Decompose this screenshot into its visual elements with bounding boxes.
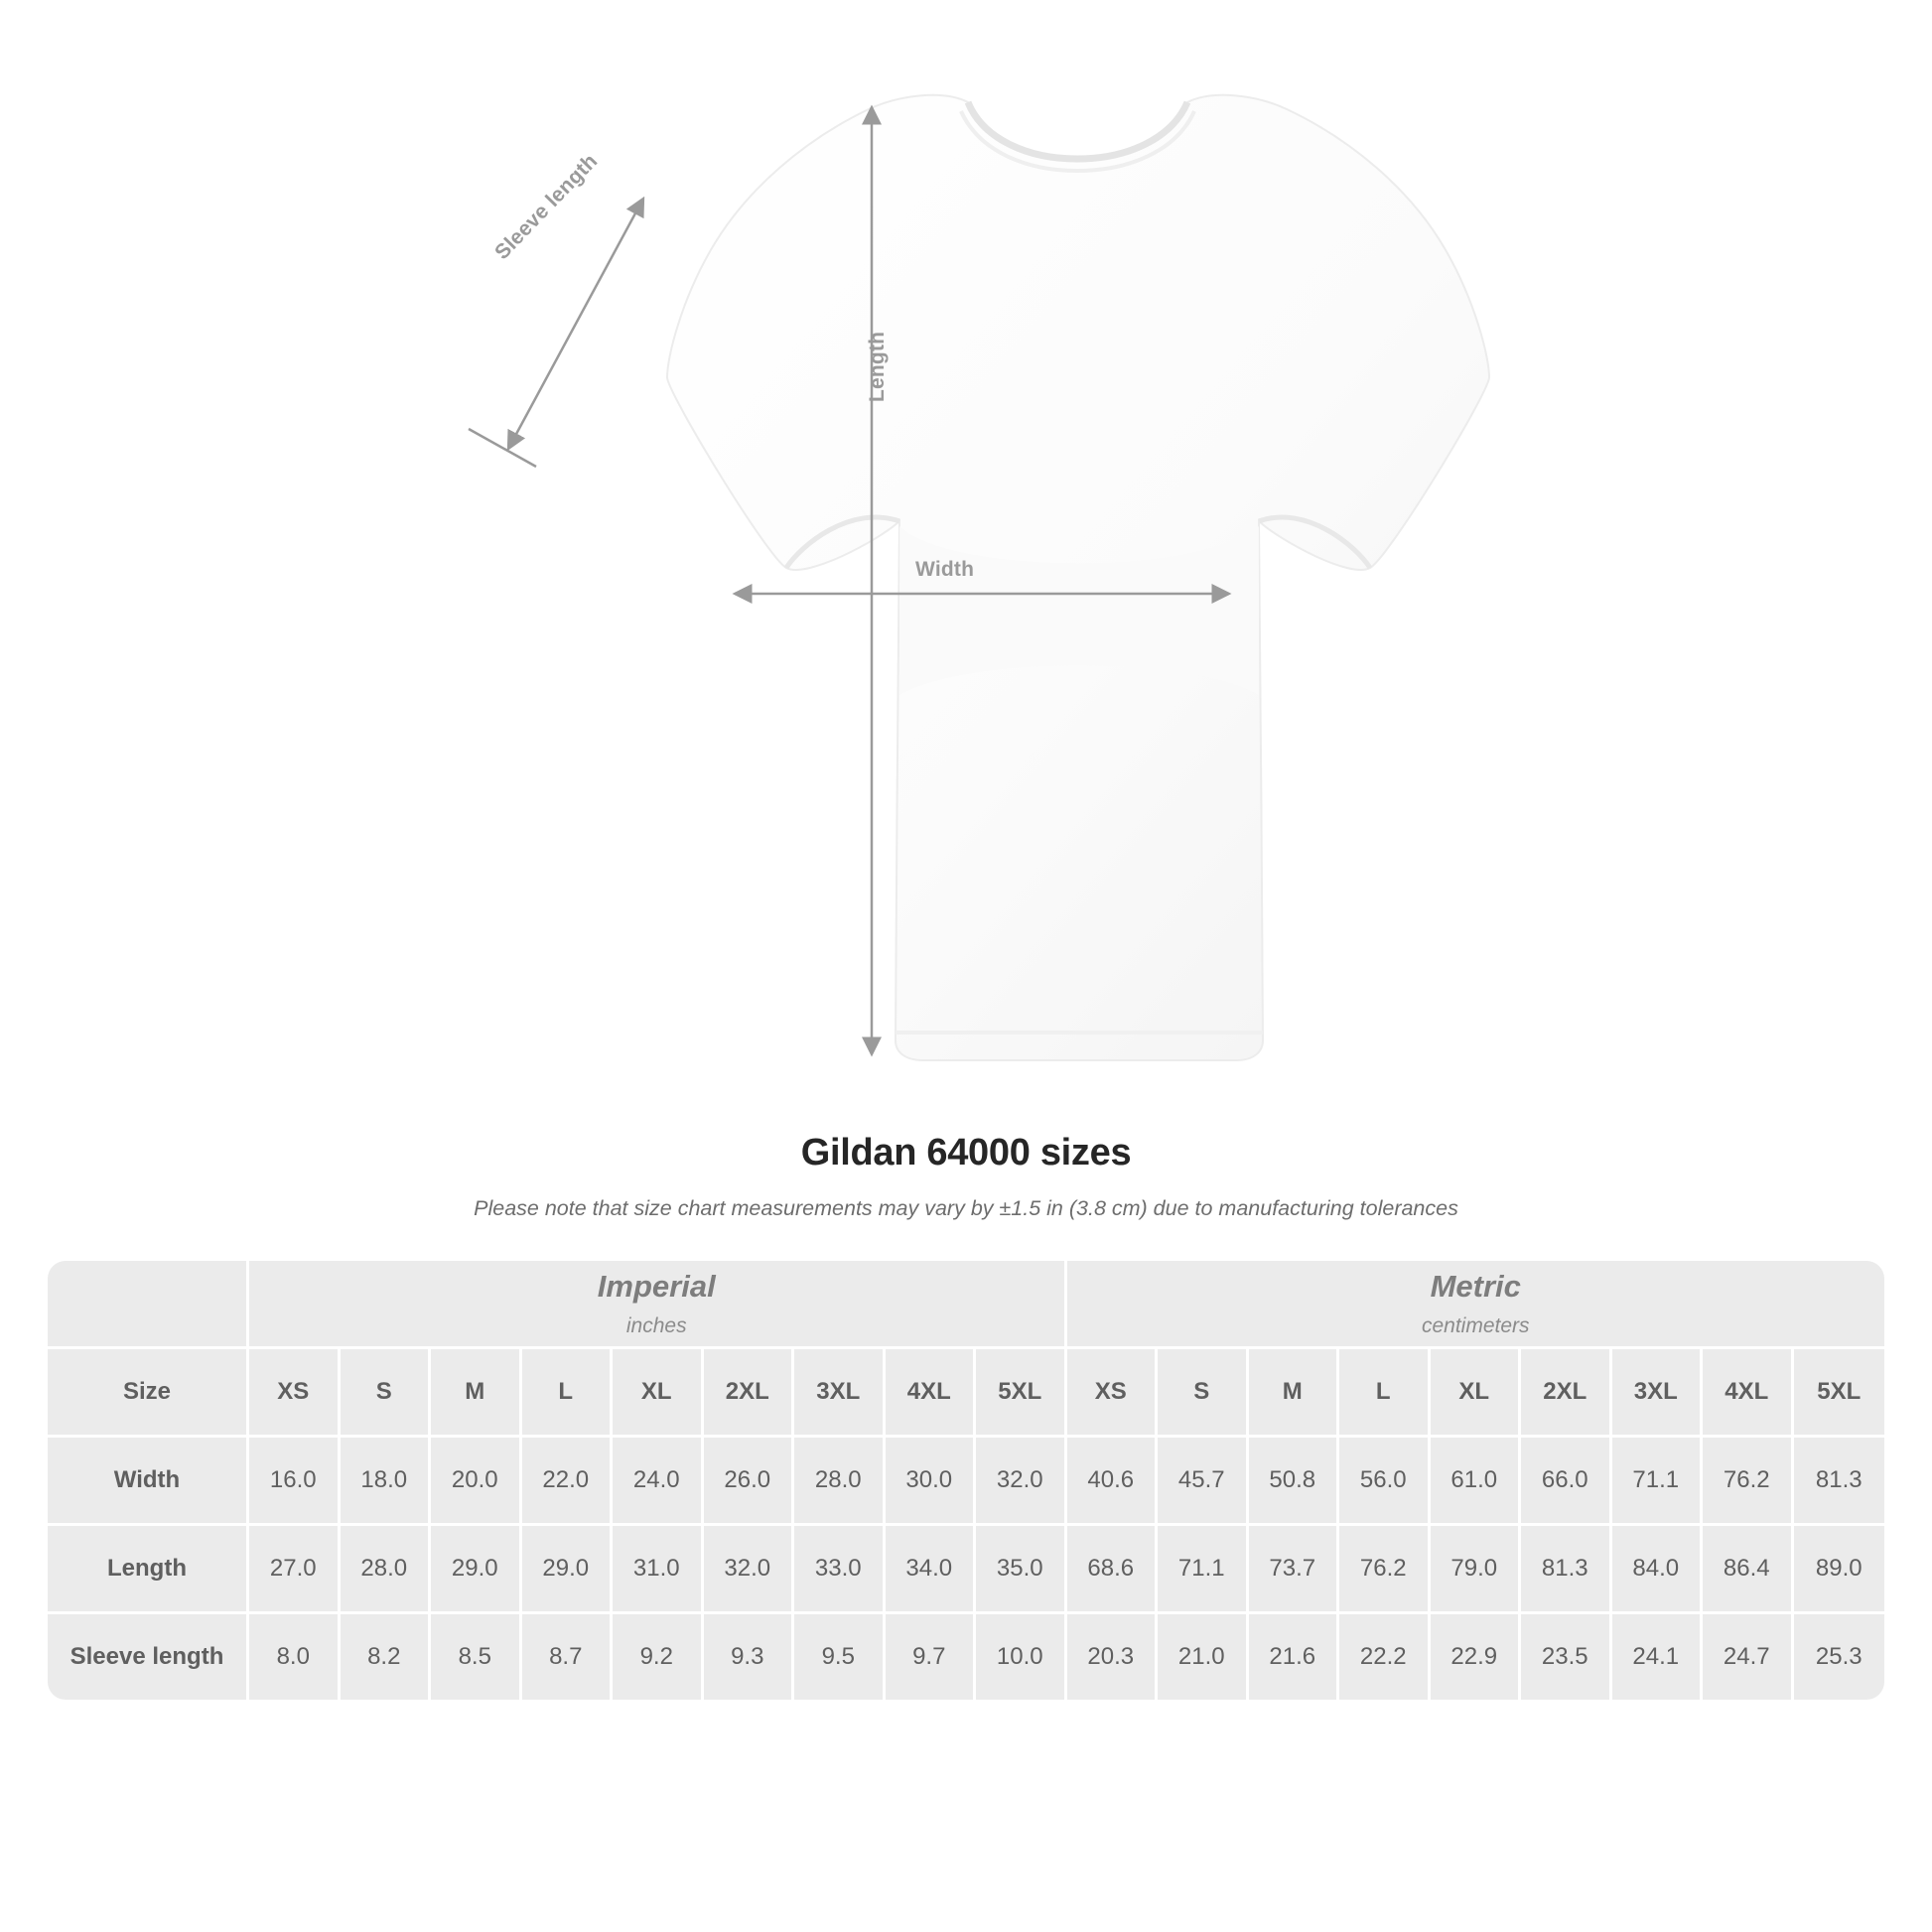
size-header-imperial-3xl: 3XL: [794, 1349, 886, 1438]
table-cell: 71.1: [1158, 1526, 1249, 1614]
width-label: Width: [915, 558, 975, 581]
size-header-imperial-2xl: 2XL: [704, 1349, 795, 1438]
table-cell: 66.0: [1521, 1438, 1612, 1526]
table-units-row: [48, 1261, 1884, 1349]
size-header-imperial-m: M: [431, 1349, 522, 1438]
table-cell: 9.2: [613, 1614, 704, 1700]
table-cell: 10.0: [976, 1614, 1067, 1700]
size-header-imperial-xs: XS: [249, 1349, 341, 1438]
table-cell: 86.4: [1703, 1526, 1794, 1614]
size-header-metric-l: L: [1339, 1349, 1431, 1438]
table-cell: 20.3: [1067, 1614, 1159, 1700]
table-cell: 28.0: [341, 1526, 432, 1614]
table-row: [48, 1614, 1884, 1700]
table-cell: 45.7: [1158, 1438, 1249, 1526]
unit-name: Imperial: [597, 1269, 716, 1304]
sleeve-length-label: Sleeve length: [490, 149, 603, 264]
length-label: Length: [866, 331, 889, 402]
table-cell: 73.7: [1249, 1526, 1340, 1614]
table-cell: 24.7: [1703, 1614, 1794, 1700]
size-header-metric-2xl: 2XL: [1521, 1349, 1612, 1438]
table-cell: 34.0: [886, 1526, 977, 1614]
table-cell: 29.0: [522, 1526, 614, 1614]
size-header-metric-5xl: 5XL: [1794, 1349, 1885, 1438]
sleeve-length-dimension-line: [469, 199, 643, 467]
table-cell: 27.0: [249, 1526, 341, 1614]
unit-header-metric: [1067, 1261, 1885, 1349]
table-corner-cell: [48, 1261, 249, 1349]
size-header-metric-m: M: [1249, 1349, 1340, 1438]
page-title: Gildan 64000 sizes: [800, 1132, 1132, 1173]
table-cell: 25.3: [1794, 1614, 1885, 1700]
table-cell: 21.6: [1249, 1614, 1340, 1700]
table-cell: 22.9: [1431, 1614, 1522, 1700]
size-table: [48, 1261, 1884, 1700]
title-block: [0, 1132, 1932, 1221]
table-cell: 16.0: [249, 1438, 341, 1526]
table-cell: 89.0: [1794, 1526, 1885, 1614]
table-cell: 32.0: [704, 1526, 795, 1614]
table-cell: 30.0: [886, 1438, 977, 1526]
table-cell: 33.0: [794, 1526, 886, 1614]
table-cell: 84.0: [1612, 1526, 1704, 1614]
size-header-metric-3xl: 3XL: [1612, 1349, 1704, 1438]
table-row: [48, 1526, 1884, 1614]
size-header-cell: Size: [48, 1349, 249, 1438]
table-row: [48, 1438, 1884, 1526]
table-cell: 50.8: [1249, 1438, 1340, 1526]
table-cell: 8.0: [249, 1614, 341, 1700]
size-header-imperial-4xl: 4XL: [886, 1349, 977, 1438]
table-cell: 26.0: [704, 1438, 795, 1526]
unit-subtitle: inches: [625, 1313, 687, 1337]
row-label: Sleeve length: [48, 1614, 249, 1700]
table-cell: 40.6: [1067, 1438, 1159, 1526]
table-cell: 35.0: [976, 1526, 1067, 1614]
table-cell: 22.0: [522, 1438, 614, 1526]
table-cell: 18.0: [341, 1438, 432, 1526]
table-cell: 28.0: [794, 1438, 886, 1526]
table-cell: 79.0: [1431, 1526, 1522, 1614]
table-cell: 61.0: [1431, 1438, 1522, 1526]
size-header-imperial-l: L: [522, 1349, 614, 1438]
table-cell: 31.0: [613, 1526, 704, 1614]
table-header-row: [48, 1349, 1884, 1438]
table-cell: 8.7: [522, 1614, 614, 1700]
table-cell: 9.7: [886, 1614, 977, 1700]
size-header-metric-xl: XL: [1431, 1349, 1522, 1438]
row-label: Width: [48, 1438, 249, 1526]
size-table-wrapper: [48, 1261, 1884, 1700]
table-cell: 24.1: [1612, 1614, 1704, 1700]
tolerance-note: Please note that size chart measurements may vary by ±1.5 in (3.8 cm) due to manufacturing tolerances: [474, 1196, 1458, 1220]
unit-subtitle: centimeters: [1421, 1313, 1530, 1337]
table-cell: 81.3: [1794, 1438, 1885, 1526]
table-cell: 8.2: [341, 1614, 432, 1700]
table-cell: 8.5: [431, 1614, 522, 1700]
table-cell: 22.2: [1339, 1614, 1431, 1700]
table-cell: 9.5: [794, 1614, 886, 1700]
unit-header-imperial: [249, 1261, 1067, 1349]
row-label: Length: [48, 1526, 249, 1614]
table-cell: 81.3: [1521, 1526, 1612, 1614]
size-header-imperial-xl: XL: [613, 1349, 704, 1438]
size-header-imperial-s: S: [341, 1349, 432, 1438]
table-cell: 21.0: [1158, 1614, 1249, 1700]
table-cell: 71.1: [1612, 1438, 1704, 1526]
table-cell: 29.0: [431, 1526, 522, 1614]
tshirt-shape: [667, 95, 1489, 1060]
table-cell: 23.5: [1521, 1614, 1612, 1700]
table-cell: 32.0: [976, 1438, 1067, 1526]
table-cell: 76.2: [1703, 1438, 1794, 1526]
table-cell: 24.0: [613, 1438, 704, 1526]
table-cell: 76.2: [1339, 1526, 1431, 1614]
size-header-metric-s: S: [1158, 1349, 1249, 1438]
size-header-metric-xs: XS: [1067, 1349, 1159, 1438]
table-cell: 20.0: [431, 1438, 522, 1526]
table-cell: 9.3: [704, 1614, 795, 1700]
unit-name: Metric: [1430, 1269, 1521, 1304]
size-header-imperial-5xl: 5XL: [976, 1349, 1067, 1438]
size-header-metric-4xl: 4XL: [1703, 1349, 1794, 1438]
table-cell: 56.0: [1339, 1438, 1431, 1526]
table-cell: 68.6: [1067, 1526, 1159, 1614]
